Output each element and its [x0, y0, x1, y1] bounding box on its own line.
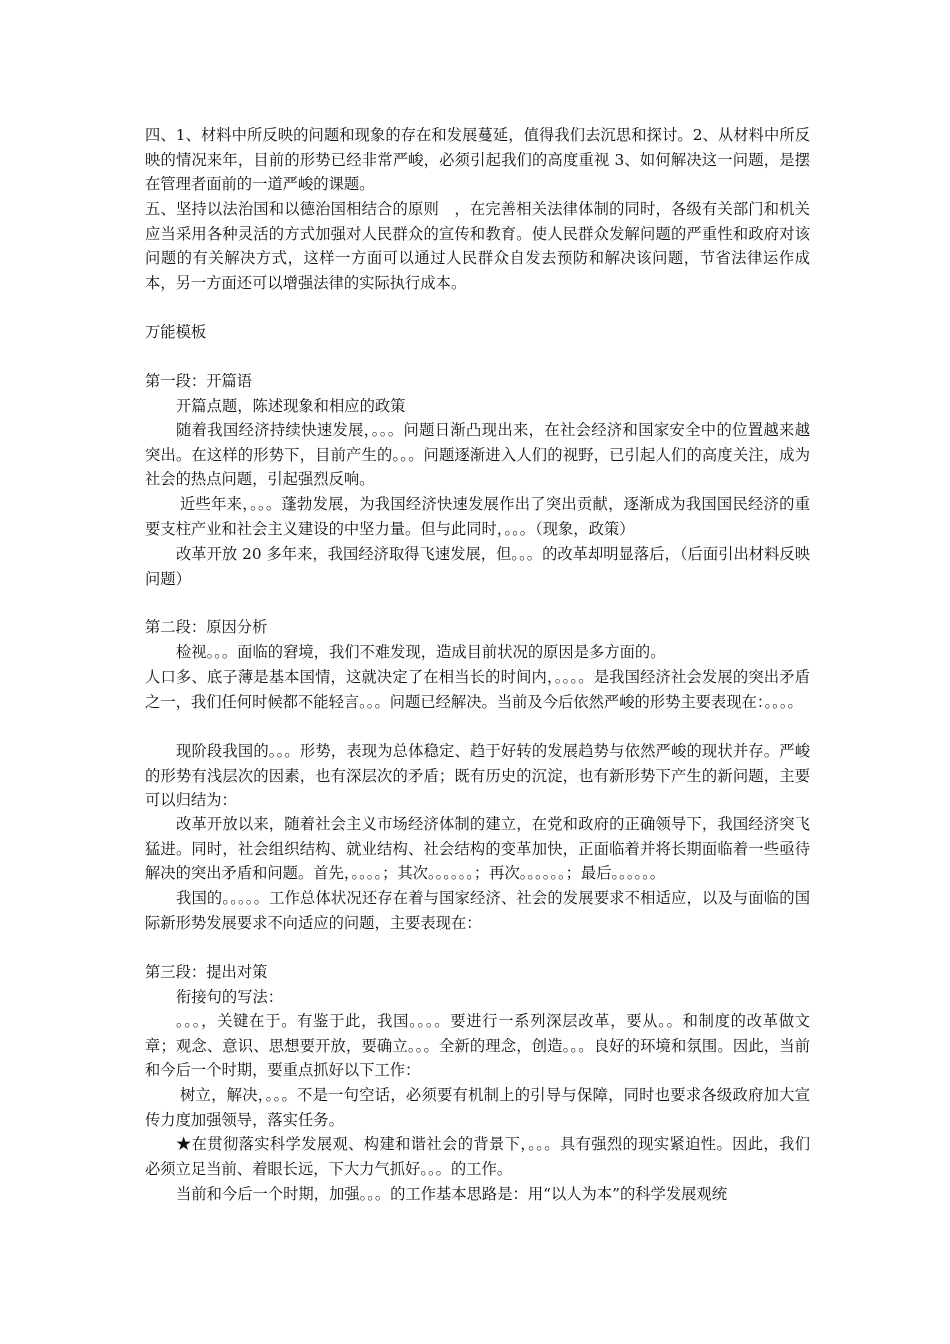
paragraph-five: 五、坚持以法治国和以德治国相结合的原则 ，在完善相关法律体制的同时，各级有关部门和机关 应当采用各种灵活的方式加强对人民群众的宣传和教育。使人民群众发解问题的严重性和政府对该问题的有关解决方式，这样一方面可以通过人民群众自发去预防和解决该问题，节省法律运作成本，另一方面还可以增强法律的实际执行成本。	[145, 200, 826, 292]
section-two-paragraph: 改革开放以来，随着社会主义市场经济体制的建立，在党和政府的正确领导下，我国经济突飞猛进。同时，社会组织结构、就业结构、社会结构的变革加快，正面临着并将长期面临着一些亟待解决的突出矛盾和问题。首先，。。。。；其次。。。。。。；再次。。。。。。；最后。。。。。。	[145, 815, 810, 883]
section-three-paragraph: ★在贯彻落实科学发展观、构建和谐社会的背景下，。。。具有强烈的现实紧迫性。因此，我们必须立足当前、着眼长远，下大力气抓好。。。的工作。	[145, 1135, 810, 1178]
template-title: 万能模板	[145, 323, 207, 341]
section-two-paragraph: 检视。。。面临的窘境，我们不难发现，造成目前状况的原因是多方面的。	[176, 643, 666, 661]
section-one-paragraph: 近些年来，。。。蓬勃发展，为我国经济快速发展作出了突出贡献，逐渐成为我国国民经济的重要支柱产业和社会主义建设的中坚力量。但与此同时，。。。（现象，政策）	[145, 495, 810, 538]
section-two-paragraph: 现阶段我国的。。。形势，表现为总体稳定、趋于好转的发展趋势与依然严峻的现状并存。严峻的形势有浅层次的因素，也有深层次的矛盾；既有历史的沉淀，也有新形势下产生的新问题，主要可以归结为：	[145, 742, 810, 810]
section-three-paragraph: 。。。，关键在于。有鉴于此，我国。。。。要进行一系列深层改革，要从。。和制度的改革做文章；观念、意识、思想要开放，要确立。。。全新的理念，创造。。。良好的环境和氛围。因此，当前和今后一个时期，要重点抓好以下工作：	[145, 1012, 810, 1080]
section-three-paragraph: 树立，解决，。。。不是一句空话，必须要有机制上的引导与保障，同时也要求各级政府加大宣传力度加强领导，落实任务。	[145, 1086, 810, 1129]
section-one-subtitle: 开篇点题，陈述现象和相应的政策	[176, 397, 406, 415]
section-three-subtitle: 衔接句的写法：	[176, 988, 284, 1006]
paragraph-four: 四、1、材料中所反映的问题和现象的存在和发展蔓延，值得我们去沉思和探讨。2、从材料中所反映的情况来年，目前的形势已经非常严峻，必须引起我们的高度重视 3、如何解决这一问题，是摆在管理者面前的一道严峻的课题。	[145, 126, 810, 194]
section-two-paragraph: 我国的。。。。。工作总体状况还存在着与国家经济、社会的发展要求不相适应，以及与面临的国际新形势发展要求不向适应的问题，主要表现在：	[145, 889, 810, 932]
section-two-paragraph: 人口多、底子薄是基本国情，这就决定了在相当长的时间内，。。。。是我国经济社会发展的突出矛盾之一，我们任何时候都不能轻言。。。问题已经解决。当前及今后依然严峻的形势主要表现在：。。。。	[145, 668, 810, 711]
section-one-paragraph: 随着我国经济持续快速发展，。。。问题日渐凸现出来，在社会经济和国家安全中的位置越来越突出。在这样的形势下，目前产生的。。。问题逐渐进入人们的视野，已引起人们的高度关注，成为社会的热点问题，引起强烈反响。	[145, 421, 810, 489]
section-one-paragraph: 改革开放 20 多年来，我国经济取得飞速发展，但。。。的改革却明显落后，（后面引出材料反映问题）	[145, 545, 810, 588]
section-three-heading: 第三段：提出对策	[145, 963, 268, 981]
section-two-heading: 第二段：原因分析	[145, 618, 268, 636]
section-three-paragraph: 当前和今后一个时期，加强。。。的工作基本思路是：用“以人为本”的科学发展观统	[176, 1185, 728, 1203]
section-one-heading: 第一段：开篇语	[145, 372, 253, 390]
